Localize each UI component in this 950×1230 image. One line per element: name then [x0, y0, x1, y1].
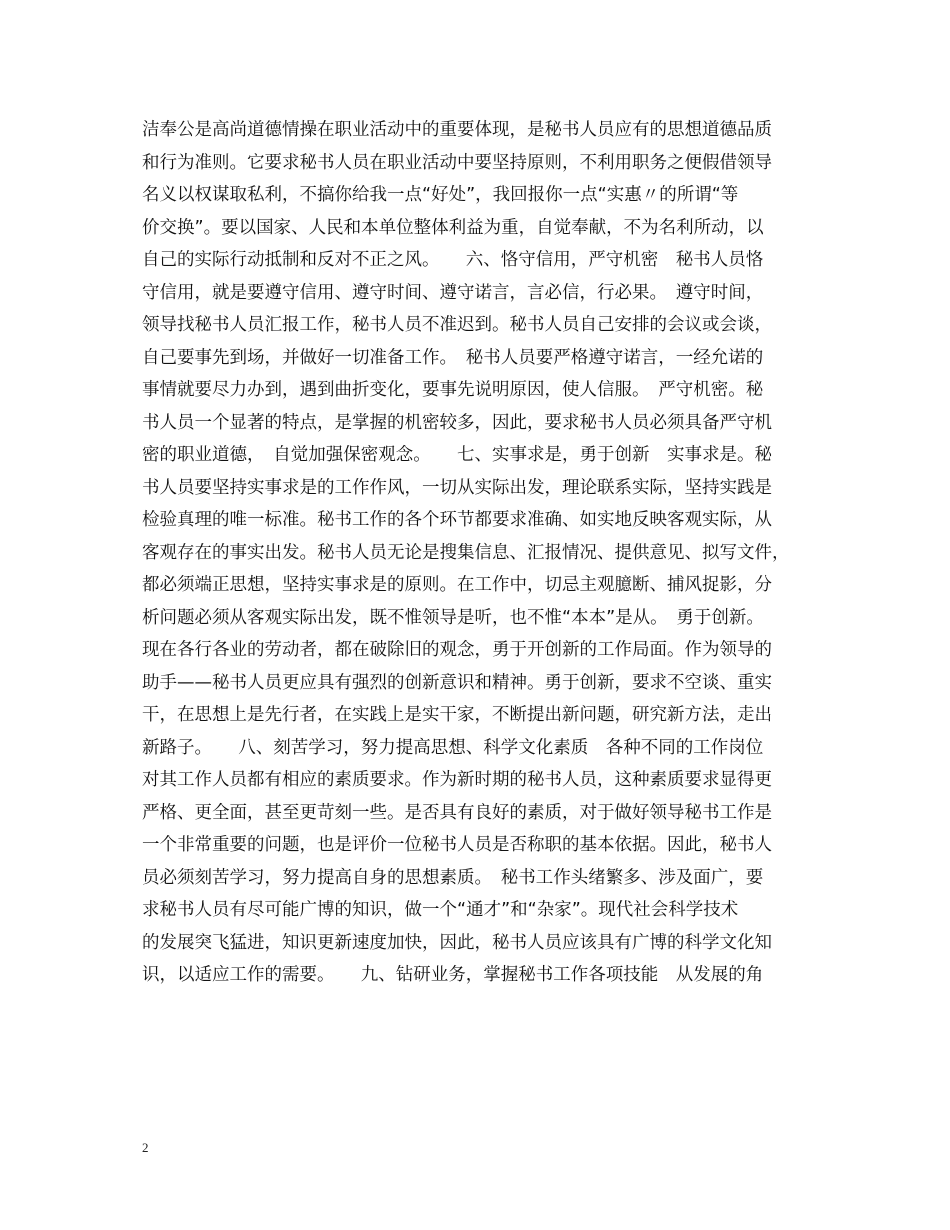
- text-line: 现在各行各业的劳动者，都在破除旧的观念，勇于开创新的工作局面。作为领导的: [142, 640, 772, 660]
- text-line: 求秘书人员有尽可能广博的知识，做一个“通才”和“杂家”。现代社会科学技术: [142, 900, 739, 920]
- text-line: 干，在思想上是先行者，在实践上是实干家，不断提出新问题，研究新方法，走出: [142, 705, 772, 725]
- text-line: 对其工作人员都有相应的素质要求。作为新时期的秘书人员，这种素质要求显得更: [142, 770, 772, 790]
- text-line: 事情就要尽力办到，遇到曲折变化，要事先说明原因，使人信服。 严守机密。秘: [142, 380, 764, 400]
- text-line: 都必须端正思想，坚持实事求是的原则。在工作中，切忌主观臆断、捕风捉影，分: [142, 575, 772, 595]
- text-line: 严格、更全面，甚至更苛刻一些。是否具有良好的素质，对于做好领导秘书工作是: [142, 802, 772, 823]
- text-line: 的发展突飞猛进，知识更新速度加快，因此，秘书人员应该具有广博的科学文化知: [142, 932, 772, 953]
- text-line: 析问题必须从客观实际出发，既不惟领导是听，也不惟“本本”是从。 勇于创新。: [142, 607, 764, 628]
- text-line: 助手——秘书人员更应具有强烈的创新意识和精神。勇于创新，要求不空谈、重实: [142, 672, 772, 693]
- text-line: 洁奉公是高尚道德情操在职业活动中的重要体现，是秘书人员应有的思想道德品质: [142, 120, 772, 140]
- body-text: [142, 114, 818, 992]
- text-line: 自己要事先到场，并做好一切准备工作。 秘书人员要严格遵守诺言，一经允诺的: [142, 347, 764, 368]
- text-line: 检验真理的唯一标准。秘书工作的各个环节都要求准确、如实地反映客观实际，从: [142, 510, 772, 530]
- page-number: 2: [142, 1140, 149, 1155]
- text-line: 自己的实际行动抵制和反对不正之风。 六、恪守信用，严守机密 秘书人员恪: [142, 250, 764, 270]
- text-line: 守信用，就是要遵守信用、遵守时间、遵守诺言，言必信，行必果。 遵守时间，: [142, 282, 764, 303]
- text-line: 价交换”。要以国家、人民和本单位整体利益为重，自觉奉献，不为名利所动，以: [142, 217, 764, 238]
- text-line: 客观存在的事实出发。秘书人员无论是搜集信息、汇报情况、提供意见、拟写文件，: [142, 542, 790, 563]
- text-line: 密的职业道德， 自觉加强保密观念。 七、实事求是，勇于创新 实事求是。秘: [142, 445, 772, 465]
- text-line: 员必须刻苦学习，努力提高自身的思想素质。 秘书工作头绪繁多、涉及面广，要: [142, 867, 764, 888]
- text-line: 识，以适应工作的需要。 九、钻研业务，掌握秘书工作各项技能 从发展的角: [142, 965, 764, 985]
- text-line: 书人员要坚持实事求是的工作作风，一切从实际出发，理论联系实际，坚持实践是: [142, 477, 772, 498]
- text-line: 书人员一个显著的特点，是掌握的机密较多，因此，要求秘书人员必须具备严守机: [142, 412, 772, 433]
- text-line: 一个非常重要的问题，也是评价一位秘书人员是否称职的基本依据。因此，秘书人: [142, 835, 772, 855]
- text-line: 领导找秘书人员汇报工作，秘书人员不准迟到。秘书人员自己安排的会议或会谈，: [142, 315, 772, 335]
- text-line: 和行为准则。它要求秘书人员在职业活动中要坚持原则，不利用职务之便假借领导: [142, 152, 772, 173]
- text-line: 新路子。 八、刻苦学习，努力提高思想、科学文化素质 各种不同的工作岗位: [142, 737, 764, 758]
- text-line: 名义以权谋取私利，不搞你给我一点“好处”，我回报你一点“实惠〃的所谓“等: [142, 185, 739, 205]
